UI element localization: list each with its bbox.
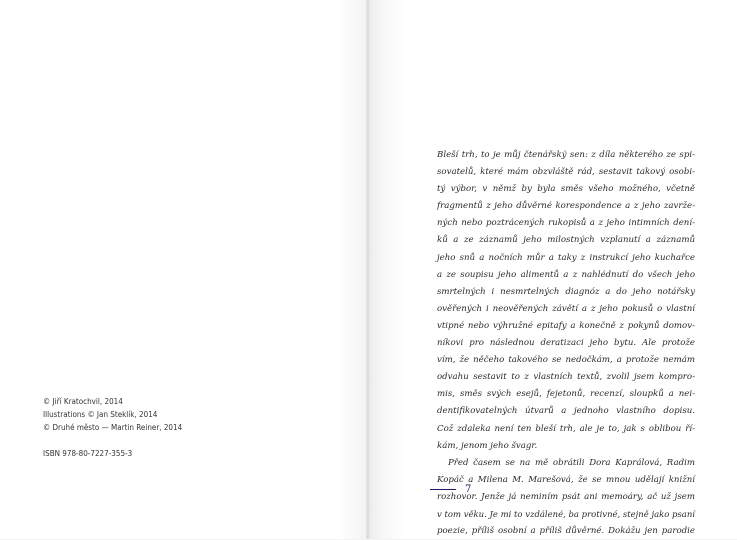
text-line: vtipné nebo výhružné epitafy a konečně z pokynů domov- [437, 320, 695, 331]
text-line: ných nebo poztrácených rukopisů a z jeho intimních dení- [437, 218, 695, 229]
copyright-imprint [43, 395, 182, 460]
text-line: níkovi pro následnou deratizaci jeho bytu. Ale protože [437, 338, 695, 349]
text-line: Kopáč a Milena M. Marešová, že se mnou udělají knižní [437, 474, 695, 485]
text-line: mis, směs svých esejů, fejetonů, recenzí, sloupků a nei- [437, 389, 695, 400]
text-line: fragmentů z jeho důvěrné korespondence a z jeho zavrže- [437, 201, 695, 212]
page-gutter [366, 0, 370, 539]
isbn: ISBN 978-80-7227-355-3 [43, 449, 133, 458]
text-line: smrtelných i nesmrtelných diagnóz a do jeho notářsky [437, 286, 695, 297]
text-line: sovatelů, které mám obzvláště rád, sestavit takový osobi- [437, 167, 695, 178]
left-page [0, 0, 368, 539]
text-line: kám, jenom jeho švagr. [437, 440, 538, 451]
text-line: tý výbor, v němž by byla směs všeho možného, včetně [437, 184, 695, 195]
text-line: Bleší trh, to je můj čtenářský sen: z díla některého ze spi- [437, 150, 695, 160]
page-folio [430, 484, 471, 495]
text-line: rozhovor. Jenže já neminím psát ani memoáry, ač už jsem [437, 491, 695, 502]
copyright-line-illustrations: Illustrations © Jan Steklík, 2014 [43, 410, 158, 419]
text-line: odvahu sestavit to z vlastních textů, zvolil jsem kompro- [437, 372, 695, 383]
folio-rule [430, 489, 456, 490]
text-line: v tom věku. Je mi to vzdálené, ba protivné, stejně jako psaní [437, 508, 695, 519]
text-line: vím, že něčeho takového se nedočkám, a protože nemám [437, 355, 695, 366]
text-line: Což zdaleka není ten bleší trh, ale je to, jak s oblibou ří- [437, 423, 695, 434]
text-line: jeho snů a nočních můr a taky z instrukcí jeho kuchařce [437, 252, 695, 263]
text-line: dentifikovatelných útvarů a jednoho vlastního dopisu. [437, 406, 695, 417]
text-line: ověřených i neověřených závětí a z jeho pokusů o vlastní [437, 303, 695, 314]
text-line: a ze soupisu jeho alimentů a z nahlédnutí do všech jeho [437, 269, 695, 280]
body-text [437, 147, 695, 540]
text-line: poezie, příliš osobní a příliš důvěrné. Dokážu jen parodie [437, 526, 695, 537]
page-number: 7 [465, 484, 472, 495]
copyright-line-author: © Jiří Kratochvil, 2014 [43, 397, 123, 406]
copyright-line-publisher: © Druhé město — Martin Reiner, 2014 [43, 423, 183, 432]
text-line: Před časem se na mě obrátili Dora Kaprálová, Radim [448, 457, 695, 468]
text-line: ků a ze záznamů jeho milostných vzplanutí a záznamů [437, 235, 695, 246]
